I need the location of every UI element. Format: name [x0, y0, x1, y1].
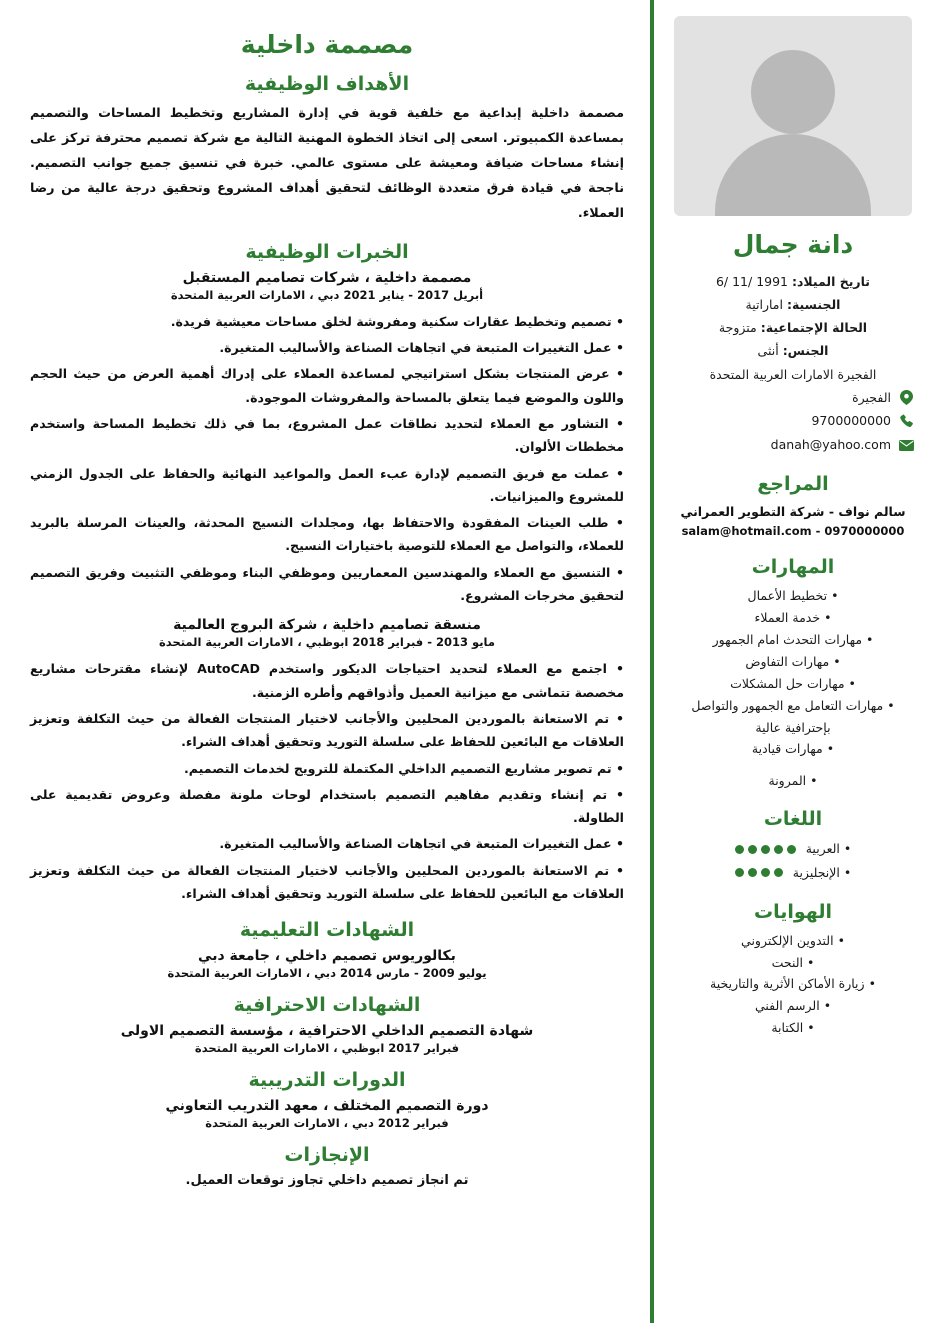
- list-item: • مهارات التحدث امام الجمهور: [672, 629, 914, 651]
- avatar: [674, 16, 912, 216]
- vertical-divider: [650, 0, 654, 1323]
- certificate-title: شهادة التصميم الداخلي الاحترافية ، مؤسسة التصميم الاولى: [120, 1023, 534, 1040]
- references-heading: المراجع: [757, 472, 829, 495]
- list-item: • تم الاستعانة بالموردين المحليين والأجانب لاختيار المنتجات الفعالة من حيث التكلفة وتعزيز العلاقات مع البائعين للحفاظ على سلسلة التوريد وتحقيق أهداف الشراء.: [30, 707, 624, 754]
- marital-status-row: [672, 316, 914, 339]
- list-item: • الكتابة: [672, 1017, 914, 1039]
- list-item: • طلب العينات المفقودة والاحتفاظ بها، ومجلدات النسيج المحدثة، والعينات المرسلة بالبريد للعملاء، والتواصل مع العملاء للتوصية باختيارات النسيج.: [30, 511, 624, 558]
- reference-name: سالم نواف - شركة التطوير العمراني: [680, 503, 906, 519]
- education-title: بكالوريوس تصميم داخلي ، جامعة دبي: [198, 948, 456, 965]
- education-item: [30, 948, 624, 980]
- country-row: الفجيرة الامارات العربية المتحدة: [709, 366, 877, 382]
- list-item: • عمل التغييرات المتبعة في اتجاهات الصناعة والأساليب المتغيرة.: [30, 832, 624, 855]
- sidebar: [654, 0, 936, 1323]
- list-item: • التدوين الإلكتروني: [672, 930, 914, 952]
- skills-heading: المهارات: [751, 556, 835, 579]
- list-item: • المرونة: [672, 770, 914, 792]
- list-item: • مهارات التفاوض: [672, 651, 914, 673]
- experience-heading: الخبرات الوظيفية: [245, 240, 409, 263]
- objective-heading: الأهداف الوظيفية: [244, 73, 410, 95]
- list-item: • تم الاستعانة بالموردين المحليين والأجانب لاختيار المنتجات الفعالة من حيث التكلفة وتعزيز العلاقات مع البائعين للحفاظ على سلسلة التوريد وتحقيق أهداف الشراء.: [30, 859, 624, 906]
- list-item: • تخطيط الأعمال: [672, 585, 914, 607]
- language-level-dots: [735, 868, 783, 877]
- job-meta: أبريل 2017 - يناير 2021 دبي ، الامارات العربية المتحدة: [170, 287, 484, 302]
- education-heading: الشهادات التعليمية: [239, 919, 415, 942]
- language-row-arabic: [672, 837, 914, 861]
- nationality-value: اماراتية: [745, 297, 783, 313]
- envelope-icon: [899, 438, 914, 453]
- job-meta: مايو 2013 - فبراير 2018 ابوظبي ، الامارات العربية المتحدة: [159, 635, 495, 650]
- birth-date-row: [672, 270, 914, 293]
- certificate-meta: فبراير 2017 ابوظبي ، الامارات العربية المتحدة: [194, 1041, 460, 1056]
- experience-item: [30, 617, 624, 905]
- list-item: • تم إنشاء وتقديم مفاهيم التصميم باستخدام لوحات ملونة مفصلة وعروض تقديمية على الطاولة.: [30, 783, 624, 830]
- hobbies-list: [672, 930, 914, 1039]
- list-item: • زيارة الأماكن الأثرية والتاريخية: [672, 973, 914, 995]
- city-value: الفجيرة: [852, 389, 891, 405]
- language-label: • العربية: [806, 837, 852, 861]
- job-bullets: [30, 657, 624, 905]
- language-row-english: [672, 861, 914, 885]
- page-title: مصممة داخلية: [240, 30, 414, 59]
- languages-heading: اللغات: [763, 808, 823, 831]
- list-item: • الرسم الفني: [672, 995, 914, 1017]
- avatar-head-shape: [751, 50, 835, 134]
- certificates-heading: الشهادات الاحترافية: [233, 994, 421, 1017]
- list-item: • النحت: [672, 952, 914, 974]
- email-row[interactable]: [672, 433, 914, 457]
- education-meta: يوليو 2009 - مارس 2014 دبي ، الامارات العربية المتحدة: [167, 966, 487, 981]
- list-item: • تم تصوير مشاريع التصميم الداخلي المكتملة للترويج لخدمات التصميم.: [30, 757, 624, 780]
- job-bullets: [30, 310, 624, 608]
- avatar-body-shape: [715, 134, 871, 216]
- language-level-dots: [735, 845, 796, 854]
- list-item: • عرض المنتجات بشكل استراتيجي لمساعدة العملاء على إدراك أهمية العرض من حيث الحجم واللون والموضع فيما يتعلق بالمساحة والمفروشات الموجودة.: [30, 362, 624, 409]
- marital-status-value: متزوجة: [718, 320, 757, 336]
- list-item: • تصميم وتخطيط عقارات سكنية ومفروشة لخلق مساحات معيشية فريدة.: [30, 310, 624, 333]
- gender-label: الجنس:: [782, 343, 829, 359]
- job-title: مصممة داخلية ، شركات تصاميم المستقبل: [182, 269, 472, 286]
- list-item: • التنسيق مع العملاء والمهندسين المعماريين وموظفي البناء وموظفي التثبيت وفريق التصميم لتحقيق مخرجات المشروع.: [30, 561, 624, 608]
- marital-status-label: الحالة الإجتماعية:: [760, 320, 868, 336]
- objective-text: مصممة داخلية إبداعية مع خلفية قوية في إدارة المشاريع وتخطيط المساحات والتصميم بمساعدة الكمبيوتر. اسعى إلى اتخاذ الخطوة المهنية التالية مع شركة تصميم محترفة تركز على إنشاء مساحات ضيافة ومعيشة على مستوى عالمي. خبرة في تنسيق جميع جوانب التصميم. ناجحة في قيادة فرق متعددة الوظائف لتحقيق أهداف المشروع وتحقيق درجة عالية من رضا العملاء.: [30, 106, 624, 221]
- skills-extra-list: [672, 770, 914, 792]
- achievements-heading: الإنجازات: [284, 1144, 370, 1167]
- birth-date-value: 1991 /11 /6: [715, 274, 789, 289]
- phone-icon: [899, 414, 914, 429]
- reference-contact: salam@hotmail.com - 0970000000: [681, 523, 905, 538]
- list-item: • اجتمع مع العملاء لتحديد احتياجات الديكور واستخدم AutoCAD لإنشاء مقترحات مشاريع مخصصة تتماشى مع ميزانية العميل وأذواقهم وأطره الزمنية.: [30, 657, 624, 704]
- list-item: • خدمة العملاء: [672, 607, 914, 629]
- certificate-item: [30, 1023, 624, 1055]
- location-pin-icon: [899, 390, 914, 405]
- course-title: دورة التصميم المختلف ، معهد التدريب التعاوني: [165, 1098, 489, 1115]
- hobbies-heading: الهوايات: [754, 900, 832, 923]
- list-item: • مهارات قيادية: [672, 738, 914, 760]
- phone-value: 9700000000: [811, 413, 891, 429]
- list-item: • مهارات التعامل مع الجمهور والتواصل بإحترافية عالية: [672, 695, 914, 739]
- experience-item: [30, 270, 624, 608]
- gender-row: [672, 339, 914, 362]
- list-item: • التشاور مع العملاء لتحديد نطاقات عمل المشروع، بما في ذلك تخطيط المساحة واستخدم مخططات الألوان.: [30, 412, 624, 459]
- spacer: [672, 760, 914, 770]
- achievements-text: تم انجاز تصميم داخلي تجاوز توقعات العميل.: [185, 1173, 469, 1189]
- nationality-label: الجنسية:: [786, 297, 841, 313]
- location-row: [672, 386, 914, 410]
- spacer: [30, 1188, 624, 1202]
- email-value: danah@yahoo.com: [770, 437, 891, 453]
- language-label: • الإنجليزية: [793, 861, 852, 885]
- gender-value: أنثى: [757, 343, 779, 359]
- profile-name: دانة جمال: [732, 230, 854, 259]
- list-item: • عملت مع فريق التصميم لإدارة عبء العمل والمواعيد النهائية والحفاظ على الجدول الزمني للمشروع والميزانيات.: [30, 462, 624, 509]
- list-item: • عمل التغييرات المتبعة في اتجاهات الصناعة والأساليب المتغيرة.: [30, 336, 624, 359]
- phone-row[interactable]: [672, 409, 914, 433]
- course-item: [30, 1098, 624, 1130]
- job-title: منسقة تصاميم داخلية ، شركة البروج العالمية: [173, 617, 481, 634]
- nationality-row: [672, 293, 914, 316]
- course-meta: فبراير 2012 دبي ، الامارات العربية المتحدة: [205, 1116, 449, 1131]
- birth-date-label: تاريخ الميلاد:: [792, 274, 871, 289]
- skills-list: [672, 585, 914, 760]
- courses-heading: الدورات التدريبية: [248, 1069, 406, 1092]
- list-item: • مهارات حل المشكلات: [672, 673, 914, 695]
